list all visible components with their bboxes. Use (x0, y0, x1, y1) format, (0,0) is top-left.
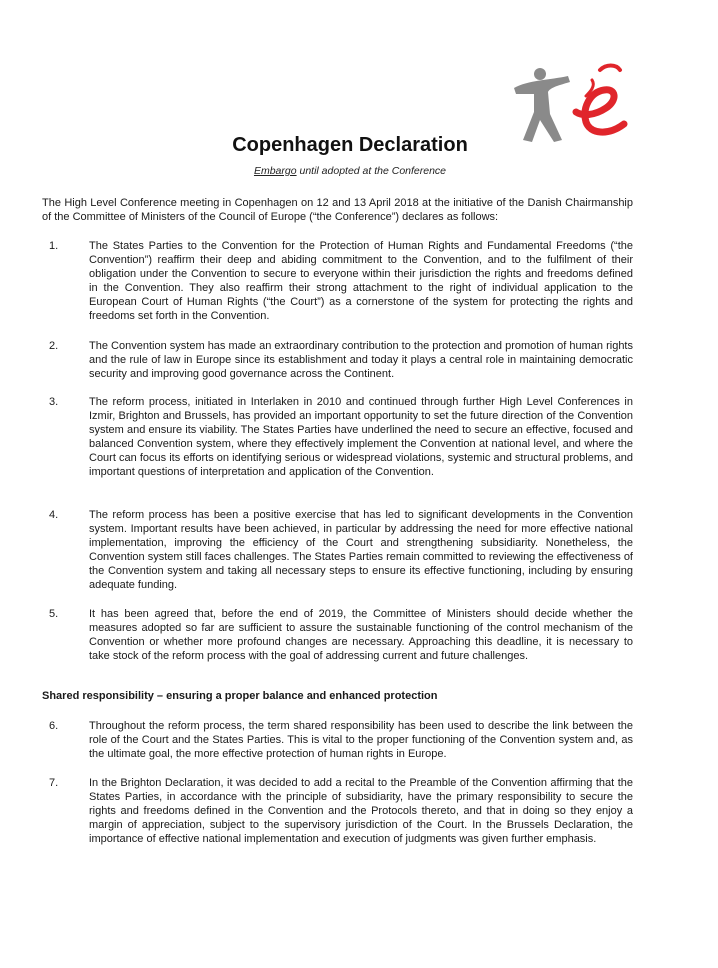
paragraph-text: Throughout the reform process, the term shared responsibility has been used to describe the link between the role of the Court and the States Parties. This is vital to the proper functioning of the Convention system and, as the ultimate goal, the more effective protection of human rights in Europe. (89, 720, 633, 760)
embargo-label: Embargo (253, 165, 297, 177)
document-subtitle (0, 165, 700, 177)
grey-figure-icon (514, 68, 570, 142)
numbered-paragraph (42, 339, 633, 381)
section-heading: Shared responsibility – ensuring a proper balance and enhanced protection (42, 690, 438, 702)
red-e-icon (576, 66, 624, 133)
numbered-paragraph (42, 239, 633, 323)
paragraph-text: The States Parties to the Convention for the Protection of Human Rights and Fundamental Freedoms (“the Convention”) reaffirm their deep and abiding commitment to the Convention, and to the fulfilment of their obligation under the Convention to secure to everyone within their jurisdiction the rights and freedoms defined in the Convention. They also reaffirm their strong attachment to the right of individual application to the European Court of Human Rights (“the Court”) as a cornerstone of the system for protecting the rights and freedoms set forth in the Convention. (89, 240, 633, 322)
numbered-paragraph (42, 776, 633, 846)
paragraph-text: The Convention system has made an extraordinary contribution to the protection and promotion of human rights and the rule of law in Europe since its establishment and today it plays a central role in maintaining democratic security and improving good governance across the Continent. (89, 340, 633, 380)
paragraph-number: 2. (49, 340, 59, 352)
paragraph-number: 7. (49, 777, 59, 789)
paragraph-number: 6. (49, 720, 59, 732)
embargo-note: until adopted at the Conference (296, 165, 447, 177)
paragraph-number: 5. (49, 608, 59, 620)
numbered-paragraph (42, 719, 633, 761)
numbered-paragraph (42, 607, 633, 663)
paragraph-text: The reform process, initiated in Interlaken in 2010 and continued through further High Level Conferences in Izmir, Brighton and Brussels, has provided an important opportunity to set the future direction of the Convention system and ensure its viability. The States Parties have underlined the need to secure an effective, focused and balanced Convention system, where they effectively implement the Convention at national level, and where the Court can focus its efforts on identifying serious or widespread violations, systemic and structural problems, and important questions of interpretation and application of the Convention. (89, 396, 633, 478)
paragraph-number: 1. (49, 240, 59, 252)
paragraph-number: 4. (49, 509, 59, 521)
paragraph-text: It has been agreed that, before the end of 2019, the Committee of Ministers should decide whether the measures adopted so far are sufficient to assure the sustainable functioning of the control mechanism of the Convention or whether more profound changes are necessary. Approaching this deadline, it is necessary to take stock of the reform process with the goal of addressing current and future challenges. (89, 608, 633, 662)
intro-paragraph: The High Level Conference meeting in Copenhagen on 12 and 13 April 2018 at the initiative of the Danish Chairmanship of the Committee of Ministers of the Council of Europe (“the Conference”) declares as follows: (42, 197, 633, 223)
paragraph-text: In the Brighton Declaration, it was decided to add a recital to the Preamble of the Convention affirming that the States Parties, in accordance with the principle of subsidiarity, have the primary responsibility to secure the rights and freedoms defined in the Convention and the Protocols thereto, and that in doing so they enjoy a margin of appreciation, subject to the supervisory jurisdiction of the Court. In the Brussels Declaration, the importance of effective national implementation and execution of judgments was given further emphasis. (89, 777, 633, 845)
paragraph-number: 3. (49, 396, 59, 408)
document-title: Copenhagen Declaration (232, 134, 468, 156)
numbered-paragraph (42, 508, 633, 592)
numbered-paragraph (42, 395, 633, 479)
paragraph-text: The reform process has been a positive exercise that has led to significant developments in the Convention system. Important results have been achieved, in particular by addressing the need for more effective national implementation, improving the efficiency of the Court and strengthening subsidiarity. Nonetheless, the Convention system still faces challenges. The States Parties remain committed to reviewing the effectiveness of the Convention system and taking all necessary steps to ensure its effective functioning, including by ensuring adequate funding. (89, 509, 633, 591)
